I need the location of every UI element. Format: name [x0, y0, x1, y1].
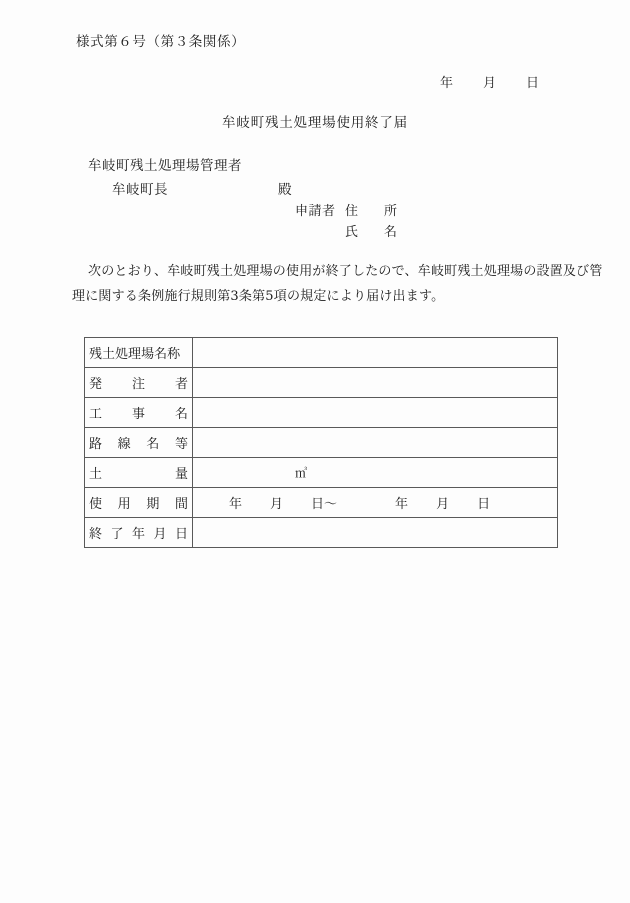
row-value-completion-date[interactable]	[193, 518, 558, 548]
row-label-usage-period: 使 用 期 間	[85, 488, 193, 518]
table-row	[85, 368, 558, 398]
table-row	[85, 458, 558, 488]
date-day-label: 日	[526, 76, 540, 91]
row-value-site-name[interactable]	[193, 338, 558, 368]
table-row	[85, 338, 558, 368]
date-year-label: 年	[440, 76, 454, 91]
addressee-administrator: 牟岐町残土処理場管理者	[88, 158, 242, 174]
form-table	[84, 337, 558, 548]
addressee-mayor: 牟岐町長	[112, 182, 168, 198]
form-code-label: 様式第６号（第３条関係）	[76, 34, 246, 50]
row-value-orderer[interactable]	[193, 368, 558, 398]
period-start-year: 年	[229, 497, 243, 512]
date-month-label: 月	[483, 76, 497, 91]
usage-period-fields	[201, 493, 490, 512]
table-row	[85, 518, 558, 548]
addressee-honorific: 殿	[278, 182, 292, 198]
date-line	[440, 72, 539, 91]
row-label-orderer: 発 注 者	[85, 368, 193, 398]
period-end-year: 年	[395, 497, 409, 512]
period-end-day: 日	[477, 497, 491, 512]
period-start-month: 月	[270, 497, 284, 512]
applicant-label: 申請者	[295, 204, 336, 219]
body-paragraph	[72, 259, 603, 309]
row-label-soil-volume: 土 量	[85, 458, 193, 488]
row-value-soil-volume[interactable]	[193, 458, 558, 488]
row-value-usage-period[interactable]	[193, 488, 558, 518]
period-start-day: 日〜	[311, 497, 338, 512]
row-value-construction-name[interactable]	[193, 398, 558, 428]
applicant-address-label: 住 所	[345, 204, 398, 219]
body-line-1: 次のとおり、牟岐町残土処理場の使用が終了したので、牟岐町残土処理場の設置及び管	[88, 264, 603, 279]
applicant-name-label: 氏 名	[345, 225, 398, 240]
row-label-site-name: 残 土 処 理 場 名 称	[85, 338, 193, 368]
period-end-month: 月	[436, 497, 450, 512]
row-label-route-name: 路 線 名 等	[85, 428, 193, 458]
table-row	[85, 428, 558, 458]
document-title: 牟岐町残土処理場使用終了届	[222, 115, 408, 131]
table-row	[85, 488, 558, 518]
row-label-construction-name: 工 事 名	[85, 398, 193, 428]
body-line-2: 理に関する条例施行規則第3条第5項の規定により届け出ます。	[72, 289, 445, 304]
volume-unit-label: ㎥	[295, 466, 308, 480]
row-value-route-name[interactable]	[193, 428, 558, 458]
row-label-completion-date: 終 了 年 月 日	[85, 518, 193, 548]
table-row	[85, 398, 558, 428]
